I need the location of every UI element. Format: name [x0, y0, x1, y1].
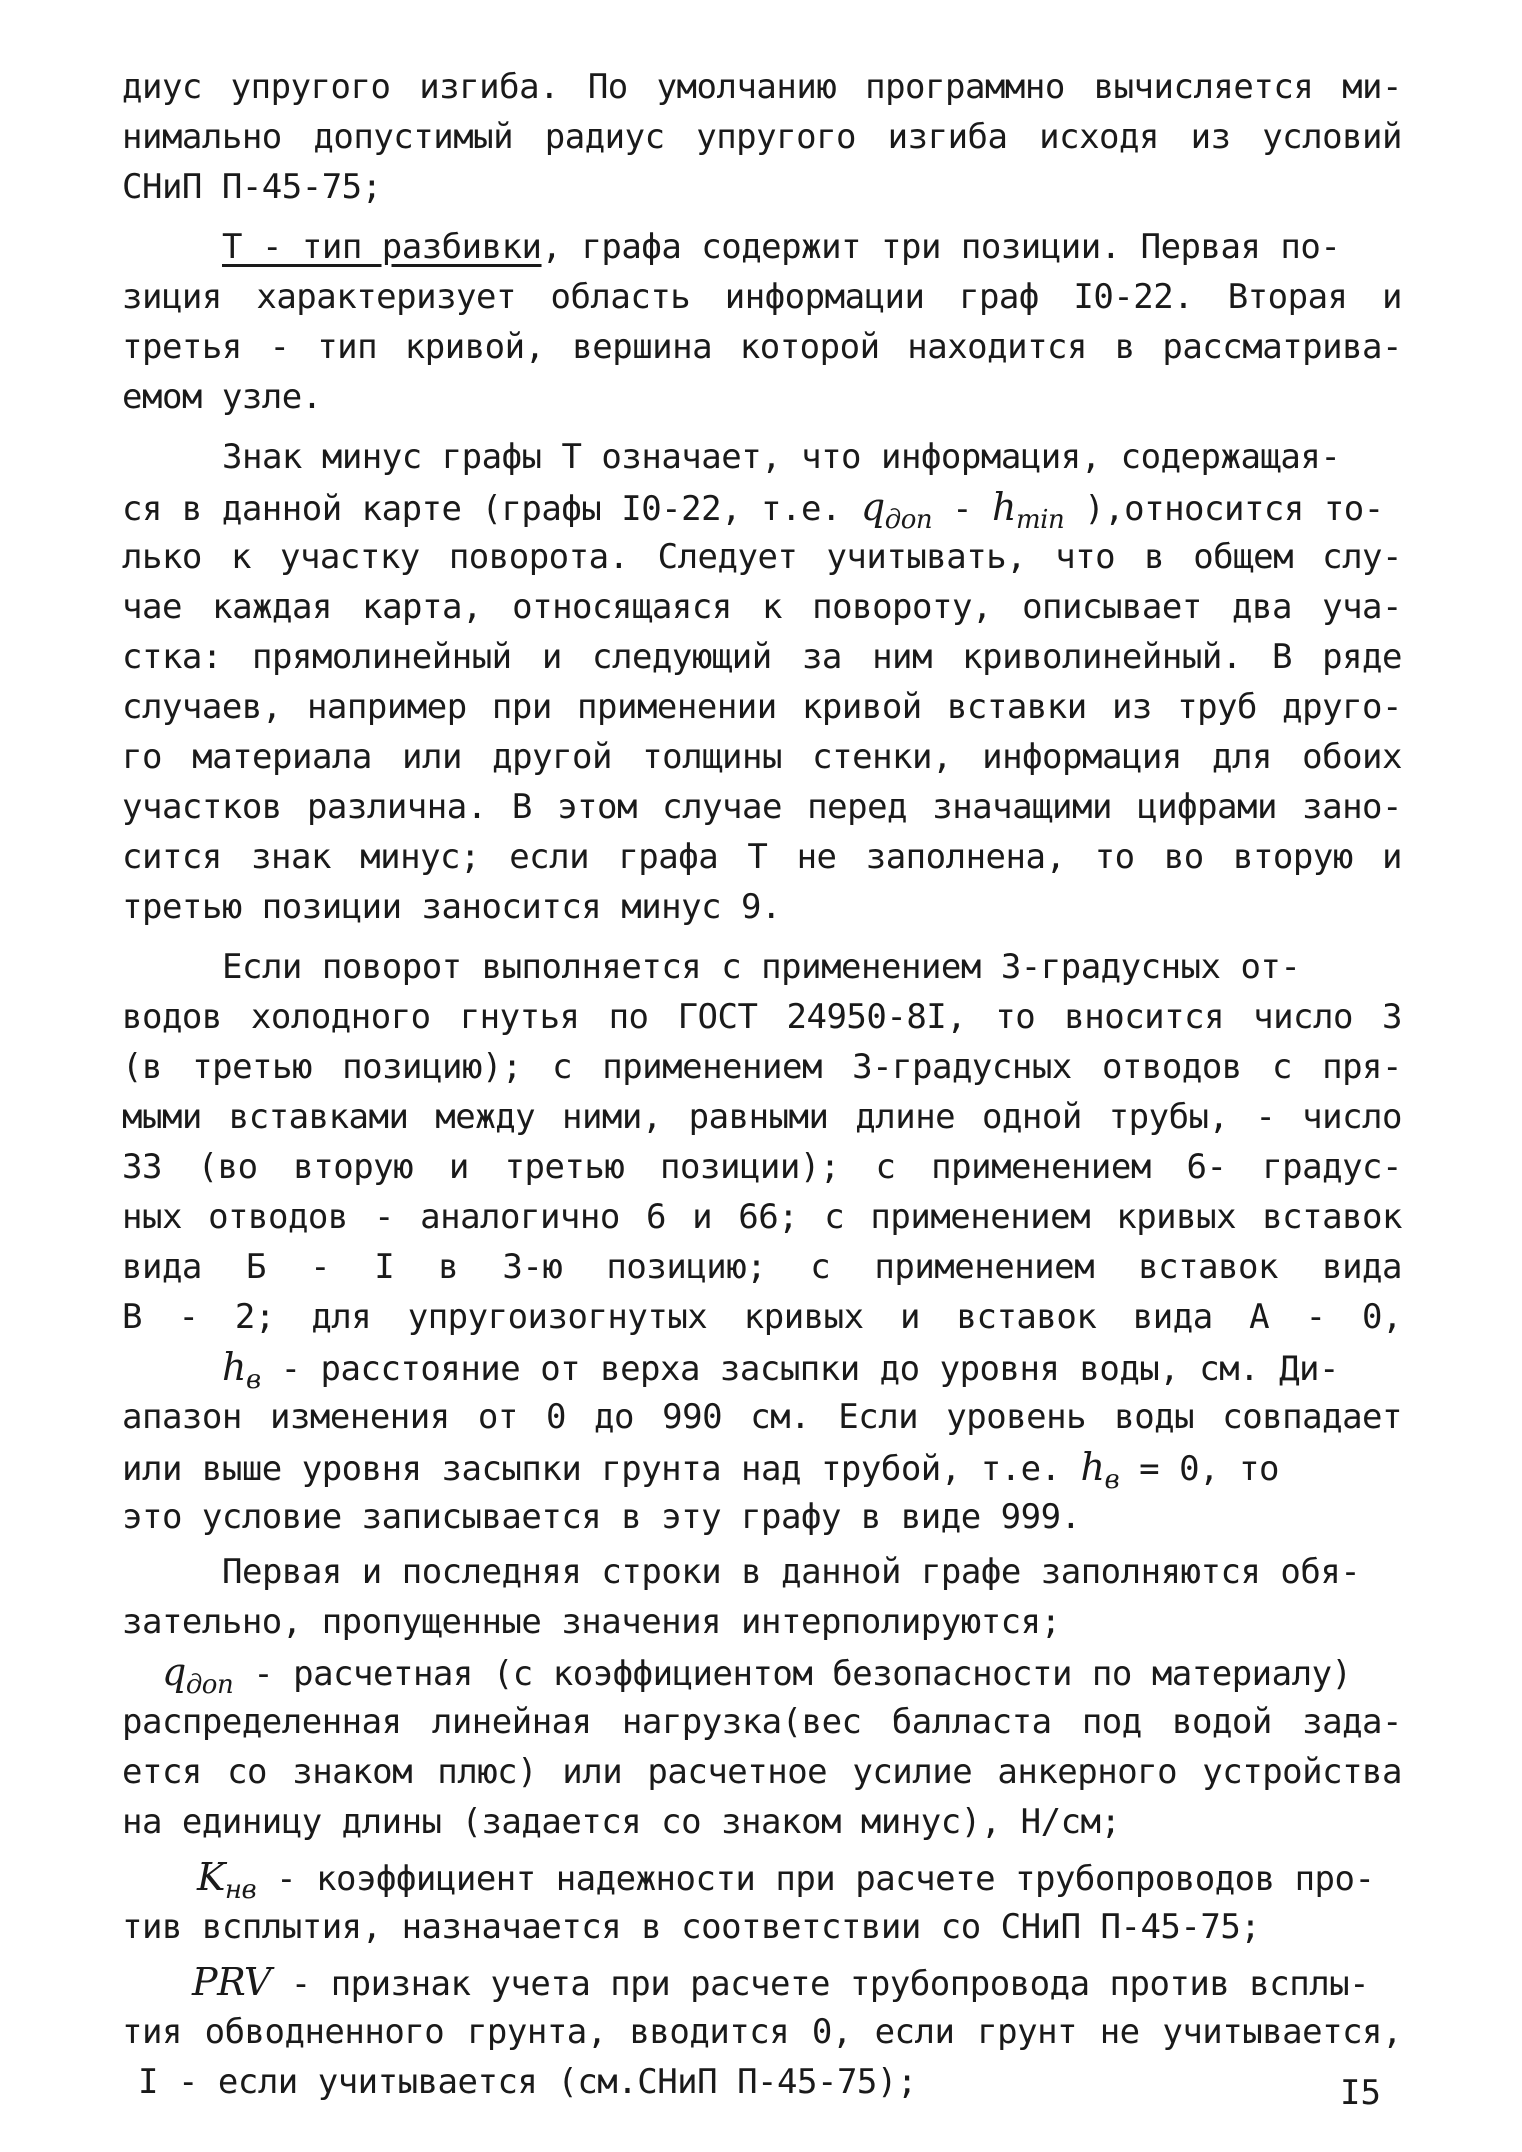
text-line: на единицу длины (задается со знаком минус), Н/см;	[122, 1802, 1121, 1842]
text-line: сится знак минус; если графа Т не заполнена, то во вторую и	[122, 837, 1402, 877]
subscript-min: min	[1016, 505, 1065, 535]
text-line: СНиП П-45-75;	[122, 167, 382, 207]
text-line: водов холодного гнутья по ГОСТ 24950-8I, то вносится число 3	[122, 997, 1402, 1037]
symbol-k: K	[197, 1855, 225, 1899]
text-line: тия обводненного грунта, вводится 0, если грунт не учитывается,	[122, 2012, 1402, 2052]
text-line: это условие записывается в эту графу в виде 999.	[122, 1497, 1081, 1537]
text-line: зательно, пропущенные значения интерполируются;	[122, 1602, 1061, 1642]
text-line: третью позиции заносится минус 9.	[122, 887, 782, 927]
subscript-nv: нв	[224, 1875, 257, 1905]
symbol-q: q	[162, 1650, 186, 1694]
text-line	[122, 482, 1402, 537]
text-line	[162, 1647, 1442, 1702]
symbol-prv: PRV	[192, 1960, 271, 2004]
text-fragment: - расчетная (с коэффициентом безопасности по материалу)	[233, 1654, 1352, 1694]
symbol-h: h	[992, 485, 1017, 529]
text-line: третья - тип кривой, вершина которой находится в рассматрива-	[122, 327, 1402, 367]
text-fragment: -	[932, 489, 993, 529]
text-fragment: - признак учета при расчете трубопровода против всплы-	[270, 1964, 1370, 2004]
text-fragment: - расстояние от верха засыпки до уровня воды, см. Ди-	[260, 1349, 1339, 1389]
text-line	[192, 1957, 1472, 2009]
text-line: ется со знаком плюс) или расчетное усилие анкерного устройства	[122, 1752, 1402, 1792]
text-line: мыми вставками между ними, равными длине одной трубы, - число	[122, 1097, 1402, 1137]
text-fragment: или выше уровня засыпки грунта над трубой, т.е.	[122, 1449, 1081, 1489]
text-line: распределенная линейная нагрузка(вес балласта под водой зада-	[122, 1702, 1402, 1742]
text-line: I - если учитывается (см.СНиП П-45-75);	[138, 2062, 917, 2102]
text-line: диус упругого изгиба. По умолчанию программно вычисляется ми-	[122, 67, 1402, 107]
text-line: ных отводов - аналогично 6 и 66; с применением кривых вставок	[122, 1197, 1402, 1237]
text-line: Первая и последняя строки в данной графе заполняются обя-	[222, 1552, 1361, 1592]
text-line: Если поворот выполняется с применением 3-градусных от-	[222, 947, 1301, 987]
text-fragment: = 0, то	[1119, 1449, 1279, 1489]
text-fragment: ),относится то-	[1064, 489, 1384, 529]
text-line: (в третью позицию); с применением 3-градусных отводов с пря-	[122, 1047, 1402, 1087]
text-line: емом узле.	[122, 377, 322, 417]
subscript-dop: доп	[185, 1670, 234, 1700]
term-tip-razbivki: Т - тип разбивки	[222, 227, 542, 267]
text-line: го материала или другой толщины стенки, информация для обоих	[122, 737, 1402, 777]
text-line	[197, 1852, 1477, 1907]
text-line: стка: прямолинейный и следующий за ним криволинейный. В ряде	[122, 637, 1402, 677]
text-line: 33 (во вторую и третью позиции); с применением 6- градус-	[122, 1147, 1402, 1187]
text-line: апазон изменения от 0 до 990 см. Если уровень воды совпадает	[122, 1397, 1402, 1437]
subscript-dop: доп	[884, 505, 933, 535]
text-line: участков различна. В этом случае перед значащими цифрами зано-	[122, 787, 1402, 827]
text-line	[122, 1442, 1402, 1497]
text-fragment: ся в данной карте (графы I0-22, т.е.	[122, 489, 861, 529]
text-fragment: - коэффициент надежности при расчете трубопроводов про-	[256, 1859, 1375, 1899]
symbol-h: h	[1080, 1445, 1105, 1489]
text-line	[222, 222, 1502, 272]
text-line: чае каждая карта, относящаяся к повороту, описывает два уча-	[122, 587, 1402, 627]
text-line: нимально допустимый радиус упругого изгиба исходя из условий	[122, 117, 1402, 157]
text-line: зиция характеризует область информации граф I0-22. Вторая и	[122, 277, 1402, 317]
symbol-h: h	[222, 1345, 246, 1389]
text-line	[222, 1342, 1502, 1397]
text-line: В - 2; для упругоизогнутых кривых и вставок вида А - 0,	[122, 1297, 1402, 1337]
text-fragment: , графа содержит три позиции. Первая по-	[541, 227, 1341, 267]
subscript-v: в	[245, 1365, 261, 1395]
symbol-q: q	[860, 485, 885, 529]
text-line: тив всплытия, назначается в соответствии со СНиП П-45-75;	[122, 1907, 1261, 1947]
page-number: I5	[1340, 2073, 1381, 2113]
subscript-v: в	[1104, 1465, 1120, 1495]
text-line: случаев, например при применении кривой вставки из труб друго-	[122, 687, 1402, 727]
text-line: Знак минус графы Т означает, что информация, содержащая-	[222, 437, 1341, 477]
text-line: лько к участку поворота. Следует учитывать, что в общем слу-	[122, 537, 1402, 577]
text-line: вида Б - I в 3-ю позицию; с применением вставок вида	[122, 1247, 1402, 1287]
